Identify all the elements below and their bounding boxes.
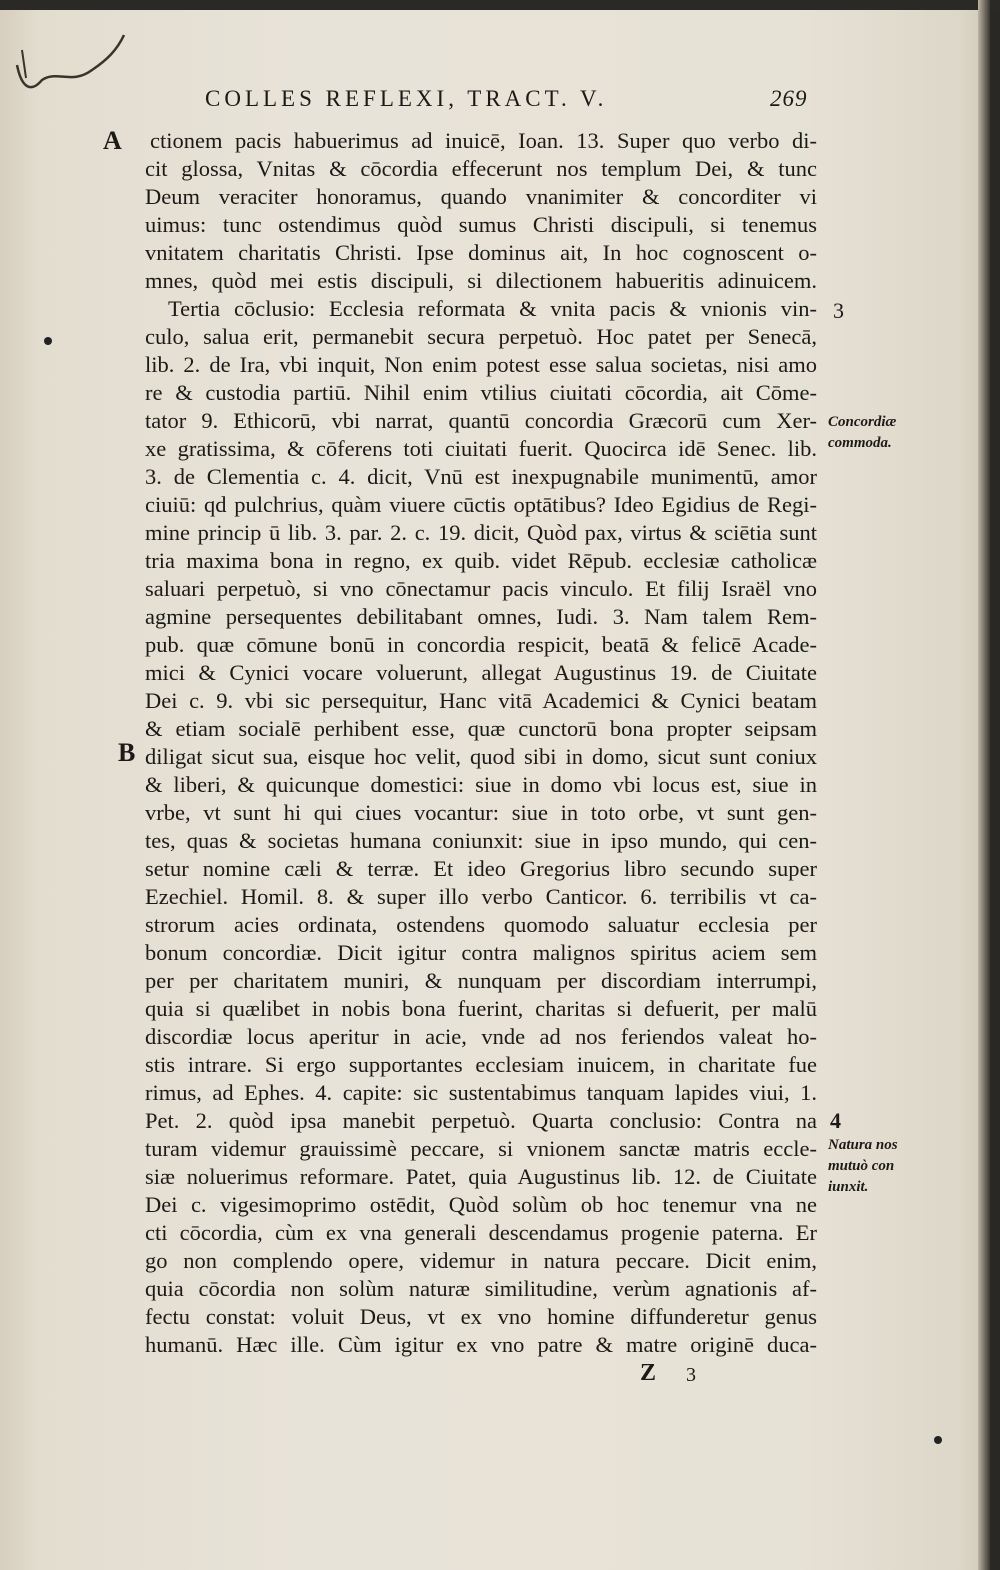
margin-number-4: 4 [830, 1108, 841, 1133]
marginal-note-line: Natura nos [828, 1137, 898, 1153]
text-line: re & custodia partiū. Nihil enim vtilius ciuitati cōcordia, ait Cōme- [145, 380, 817, 405]
text-line: culo, salua erit, permanebit secura perpetuò. Hoc patet per Senecā, [145, 324, 817, 349]
text-line: & liberi, & quicunque domestici: siue in domo vbi locus est, siue in [145, 772, 817, 797]
text-line: cti cōcordia, cùm ex vna generali descendamus progenie paterna. Er [145, 1220, 817, 1245]
text-line: bonum concordiæ. Dicit igitur contra malignos spiritus aciem sem [145, 940, 817, 965]
text-line: Ezechiel. Homil. 8. & super illo verbo Canticor. 6. terribilis vt ca- [145, 884, 817, 909]
text-line: quia cōcordia non solùm naturæ similitudine, verùm agnationis af- [145, 1276, 817, 1301]
text-line: mici & Cynici vocare voluerunt, allegat Augustinus 19. de Ciuitate [145, 660, 817, 685]
running-title: COLLES REFLEXI, TRACT. V. [205, 86, 608, 111]
text-line: vrbe, vt sunt hi qui ciues vocantur: siue in toto orbe, vt sunt gen- [145, 800, 817, 825]
text-line: mnes, quòd mei estis discipuli, si dilectionem habueritis adinuicem. [145, 268, 817, 293]
text-line: stis intrare. Si ergo supportantes ecclesiam inuicem, in charitate fue [145, 1052, 817, 1077]
text-line: ctionem pacis habuerimus ad inuicē, Ioan. 13. Super quo verbo di- [150, 128, 817, 153]
marginal-note-line: mutuò con [828, 1158, 895, 1174]
marginal-note-natura [828, 1135, 898, 1198]
text-line: xe gratissima, & cōferens toti ciuitati fuerit. Quocirca idē Senec. lib. [145, 436, 817, 461]
section-letter-b: B [118, 738, 136, 767]
text-line: tator 9. Ethicorū, vbi narrat, quantū concordia Græcorū cum Xer- [145, 408, 817, 433]
page-top-edge [0, 0, 1000, 10]
ink-dot [934, 1436, 942, 1444]
text-line: rimus, ad Ephes. 4. capite: sic sustentabimus tanquam lapides viui, 1. [145, 1080, 817, 1105]
text-line: cit glossa, Vnitas & cōcordia effecerunt nos templum Dei, & tunc [145, 156, 817, 181]
section-letter-a: A [103, 126, 122, 155]
text-line: saluari perpetuò, si vno cōnectamur pacis vinculo. Et filij Israël vno [145, 576, 817, 601]
page-number: 269 [770, 86, 808, 111]
text-line: agmine persequentes debilitabant omnes, Iudi. 3. Nam talem Rem- [145, 604, 817, 629]
page-right-edge [978, 0, 990, 1570]
marginal-note-line: Concordiæ [828, 414, 897, 430]
text-line: discordiæ locus aperitur in acie, vnde ad nos feriendos valeat ho- [145, 1024, 817, 1049]
text-line: Dei c. 9. vbi sic persequitur, Hanc vitā Academici & Cynici beatam [145, 688, 817, 713]
margin-number-3: 3 [833, 298, 844, 323]
text-line: turam videmur grauissimè peccare, si vnionem sanctæ matris eccle- [145, 1136, 817, 1161]
text-line: Tertia cōclusio: Ecclesia reformata & vnita pacis & vnionis vin- [168, 296, 817, 321]
text-line: tes, quas & societas humana coniunxit: siue in ipso mundo, qui cen- [145, 828, 817, 853]
marginal-note-line: commoda. [828, 435, 892, 451]
text-line: humanū. Hæc ille. Cùm igitur ex vno patre & matre originē duca- [145, 1332, 817, 1357]
ink-scribble-mark [12, 30, 132, 100]
text-line: diligat sicut sua, eisque hoc velit, quod sibi in domo, sicut sunt coniux [145, 744, 817, 769]
text-line: Pet. 2. quòd ipsa manebit perpetuò. Quarta conclusio: Contra na [145, 1108, 817, 1133]
text-line: Deum veraciter honoramus, quando vnanimiter & concorditer vi [145, 184, 817, 209]
marginal-note-line: iunxit. [828, 1179, 869, 1195]
running-header [205, 86, 845, 116]
text-line: vnitatem charitatis Christi. Ipse dominus ait, In hoc cognoscent o- [145, 240, 817, 265]
text-line: pub. quæ cōmune bonū in concordia respicit, beatā & felicē Acade- [145, 632, 817, 657]
text-line: lib. 2. de Ira, vbi inquit, Non enim potest esse salua societas, nisi amo [145, 352, 817, 377]
text-line: siæ noluerimus reformare. Patet, quia Augustinus lib. 12. de Ciuitate [145, 1164, 817, 1189]
text-line: quia si quælibet in nobis bona fuerint, charitas si defuerit, per malū [145, 996, 817, 1021]
text-line: uimus: tunc ostendimus quòd sumus Christi discipuli, si tenemus [145, 212, 817, 237]
text-line: & etiam socialē perhibent esse, quæ cunctorū bona propter seipsam [145, 716, 817, 741]
text-line: strorum acies ordinata, ostendens quomodo saluatur ecclesia per [145, 912, 817, 937]
text-line: ciuiū: qd pulchrius, quàm viuere cūctis optātibus? Ideo Egidius de Regi- [145, 492, 817, 517]
text-line: fectu constat: voluit Deus, vt ex vno homine diffunderetur genus [145, 1304, 817, 1329]
text-line: go non complendo opere, videmur in natura peccare. Dicit enim, [145, 1248, 817, 1273]
text-line: mine princip ū lib. 3. par. 2. c. 19. dicit, Quòd pax, virtus & sciētia sunt [145, 520, 817, 545]
text-line: Dei c. vigesimoprimo ostēdit, Quòd solùm ob hoc tenemur vna ne [145, 1192, 817, 1217]
signature-mark: Z [640, 1360, 657, 1386]
marginal-note-concordia [828, 412, 896, 454]
text-line: tria maxima bona in regno, ex quib. videt Rēpub. ecclesiæ catholicæ [145, 548, 817, 573]
text-line: per per charitatem muniri, & nunquam per discordiam interrumpi, [145, 968, 817, 993]
signature-number: 3 [686, 1364, 696, 1386]
text-line: setur nomine cæli & terræ. Et ideo Gregorius libro secundo super [145, 856, 817, 881]
text-line: 3. de Clementia c. 4. dicit, Vnū est inexpugnabile munimentū, amor [145, 464, 817, 489]
ink-dot [44, 337, 52, 345]
